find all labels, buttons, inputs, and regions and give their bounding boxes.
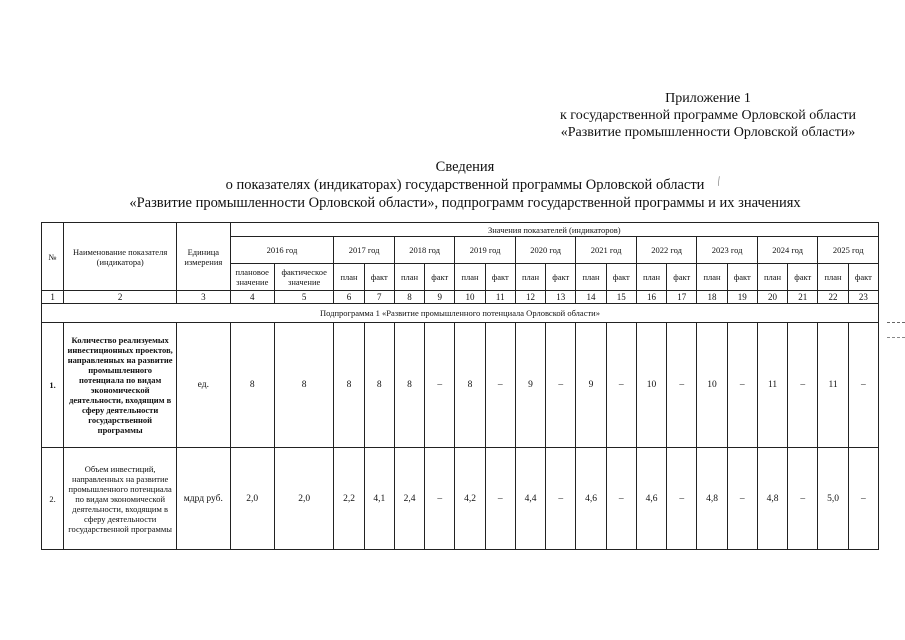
table-row [42,323,879,448]
year-2019: 2019 год [455,237,516,264]
unit-cell: ед. [177,323,230,448]
value-cell: – [667,323,697,448]
col-number: 19 [727,291,757,304]
value-cell: 10 [636,323,666,448]
value-cell: – [546,448,576,550]
col-number: 6 [334,291,364,304]
header-no: № [42,223,64,291]
value-cell: – [788,448,818,550]
sub-plan: план [818,264,848,291]
value-cell: 8 [455,323,485,448]
value-cell: 8 [334,323,364,448]
value-cell: 4,6 [576,448,606,550]
sub-fact: факт [788,264,818,291]
col-number: 2 [64,291,177,304]
col-number: 7 [364,291,394,304]
sub-plan: план [394,264,424,291]
sub-fact: факт [425,264,455,291]
value-cell: 2,0 [230,448,274,550]
sub-fact: факт [364,264,394,291]
value-cell: 2,2 [334,448,364,550]
col-number: 5 [274,291,333,304]
sub-plan: план [636,264,666,291]
col-number: 16 [636,291,666,304]
table-row [42,448,879,550]
sub-plan: план [455,264,485,291]
sub-fact: факт [727,264,757,291]
sub-plan: план [697,264,727,291]
value-cell: 4,2 [455,448,485,550]
header-unit: Единица измерения [177,223,230,291]
unit-cell: мдрд руб. [177,448,230,550]
year-2025: 2025 год [818,237,879,264]
col-number: 14 [576,291,606,304]
header-values: Значения показателей (индикаторов) [230,223,878,237]
col-number: 23 [848,291,878,304]
column-numbers-row [42,291,879,304]
col-number: 8 [394,291,424,304]
col-number: 9 [425,291,455,304]
value-cell: – [485,448,515,550]
sub-fact: факт [485,264,515,291]
value-cell: 4,8 [757,448,787,550]
value-cell: 8 [274,323,333,448]
header-name: Наименование показателя (индикатора) [64,223,177,291]
value-cell: 9 [515,323,545,448]
col-number: 10 [455,291,485,304]
value-cell: – [667,448,697,550]
sub-fact: факт [546,264,576,291]
col-number: 3 [177,291,230,304]
value-cell: – [727,448,757,550]
value-cell: 4,1 [364,448,394,550]
year-2021: 2021 год [576,237,637,264]
value-cell: – [485,323,515,448]
value-cell: – [546,323,576,448]
appendix-block [543,90,873,141]
value-cell: 4,8 [697,448,727,550]
value-cell: – [727,323,757,448]
sub-plan: план [576,264,606,291]
col-number: 11 [485,291,515,304]
year-2020: 2020 год [515,237,576,264]
sub-planned-value: плановое значение [230,264,274,291]
heading-title: Сведения [435,159,495,175]
value-cell: – [788,323,818,448]
appendix-title: Приложение 1 [665,91,751,106]
col-number: 15 [606,291,636,304]
value-cell: 2,4 [394,448,424,550]
subprogram-title: Подпрограмма 1 «Развитие промышленного потенциала Орловской области» [42,304,879,323]
appendix-program-name: «Развитие промышленности Орловской области» [560,125,856,140]
col-number: 13 [546,291,576,304]
col-number: 4 [230,291,274,304]
value-cell: 11 [757,323,787,448]
value-cell: – [425,323,455,448]
col-number: 1 [42,291,64,304]
value-cell: 4,4 [515,448,545,550]
year-2024: 2024 год [757,237,818,264]
col-number: 20 [757,291,787,304]
col-number: 18 [697,291,727,304]
scan-edge-marks [887,322,905,338]
col-number: 12 [515,291,545,304]
document-heading [60,158,870,212]
sub-plan: план [334,264,364,291]
heading-line1: о показателях (индикаторах) государственной программы Орловской области [225,177,705,193]
value-cell: – [848,448,878,550]
value-cell: 9 [576,323,606,448]
year-2016: 2016 год [230,237,334,264]
value-cell: 8 [364,323,394,448]
value-cell: – [425,448,455,550]
value-cell: 2,0 [274,448,333,550]
sub-fact: факт [606,264,636,291]
value-cell: 8 [230,323,274,448]
indicators-table [41,222,879,550]
value-cell: 10 [697,323,727,448]
sub-plan: план [757,264,787,291]
sub-fact: факт [667,264,697,291]
value-cell: – [848,323,878,448]
row-number: 1. [42,323,64,448]
value-cell: 8 [394,323,424,448]
value-cell: 4,6 [636,448,666,550]
year-2017: 2017 год [334,237,395,264]
heading-line2: «Развитие промышленности Орловской области», подпрограмм государственной программы и их значениях [129,195,801,211]
sub-fact: факт [848,264,878,291]
sub-plan: план [515,264,545,291]
value-cell: 5,0 [818,448,848,550]
indicator-name: Количество реализуемых инвестиционных проектов, направленных на развитие промышленного потенциала по видам экономической деятельности, входящим в сферу деятельности государственной программы [64,323,177,448]
col-number: 22 [818,291,848,304]
col-number: 17 [667,291,697,304]
value-cell: – [606,448,636,550]
value-cell: 11 [818,323,848,448]
value-cell: – [606,323,636,448]
year-2018: 2018 год [394,237,455,264]
col-number: 21 [788,291,818,304]
indicator-name: Объем инвестиций, направленных на развитие промышленного потенциала по видам экономической деятельности, входящим в сферу деятельности государственной программы [64,448,177,550]
row-number: 2. [42,448,64,550]
year-2022: 2022 год [636,237,697,264]
sub-actual-value: фактическое значение [274,264,333,291]
appendix-program: к государственной программе Орловской области [560,108,856,123]
year-2023: 2023 год [697,237,758,264]
pen-mark-icon: ⁄ [714,174,724,188]
